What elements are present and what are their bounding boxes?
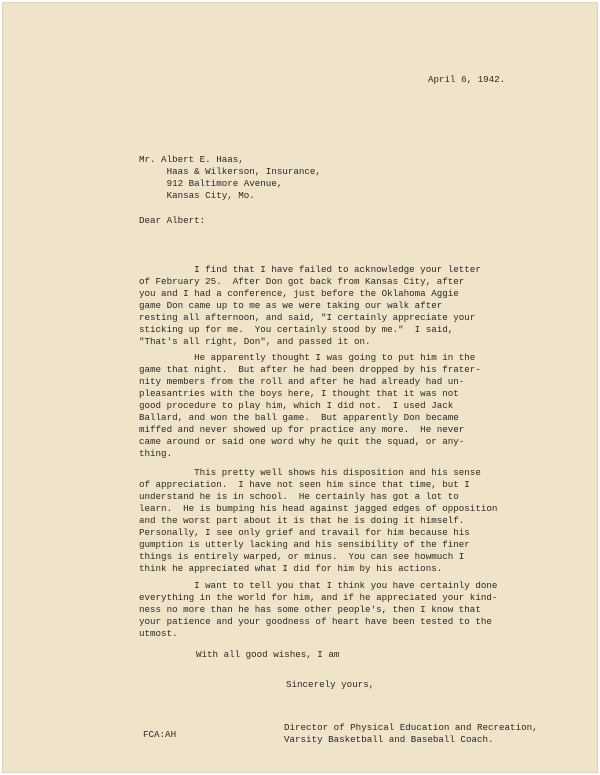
closing-line: With all good wishes, I am bbox=[196, 649, 340, 660]
letter-date: April 6, 1942. bbox=[428, 74, 506, 85]
signoff: Sincerely yours, bbox=[286, 679, 375, 690]
recipient-address: Mr. Albert E. Haas, Haas & Wilkerson, Insurance, 912 Baltimore Avenue, Kansas City, Mo. bbox=[139, 154, 321, 201]
signature-title: Director of Physical Education and Recreation, Varsity Basketball and Baseball Coach. bbox=[284, 722, 538, 745]
salutation: Dear Albert: bbox=[139, 215, 206, 226]
body-paragraph-2: He apparently thought I was going to put him in the game that night. But after he had been dropped by his frater- nity members from the roll and after he had already had un- pleasantries with the boys here, I thought that it was not good procedure to play him, which I did not. I used Jack Ballard, and won the ball game. But apparently Don became miffed and never showed up for practice any more. He never came around or said one word why he quit the squad, or any- thing. bbox=[139, 352, 481, 459]
typist-initials: FCA:AH bbox=[143, 729, 177, 740]
body-paragraph-1: I find that I have failed to acknowledge your letter of February 25. After Don got back from Kansas City, after you and I had a conference, just before the Oklahoma Aggie game Don came up to me as we were taking our walk after resting all afternoon, and said, "I certainly appreciate your sticking up for me. You certainly stood by me." I said, "That's all right, Don", and passed it on. bbox=[139, 264, 481, 347]
body-paragraph-3: This pretty well shows his disposition and his sense of appreciation. I have not seen him since that time, but I understand he is in school. He certainly has got a lot to learn. He is bumping his head against jagged edges of opposition and the worst part about it is that he is doing it himself. Personally, I see only grief and travail for him because his gumption is utterly lacking and his sensibility of the finer things is entirely warped, or minus. You can see howmuch I think he appreciated what I did for him by his actions. bbox=[139, 467, 498, 574]
body-paragraph-4: I want to tell you that I think you have certainly done everything in the world for him, and if he appreciated your kind- ness no more than he has some other people's, then I know that your patience and your goodness of heart have been tested to the utmost. bbox=[139, 580, 498, 639]
letter-page bbox=[2, 2, 598, 773]
